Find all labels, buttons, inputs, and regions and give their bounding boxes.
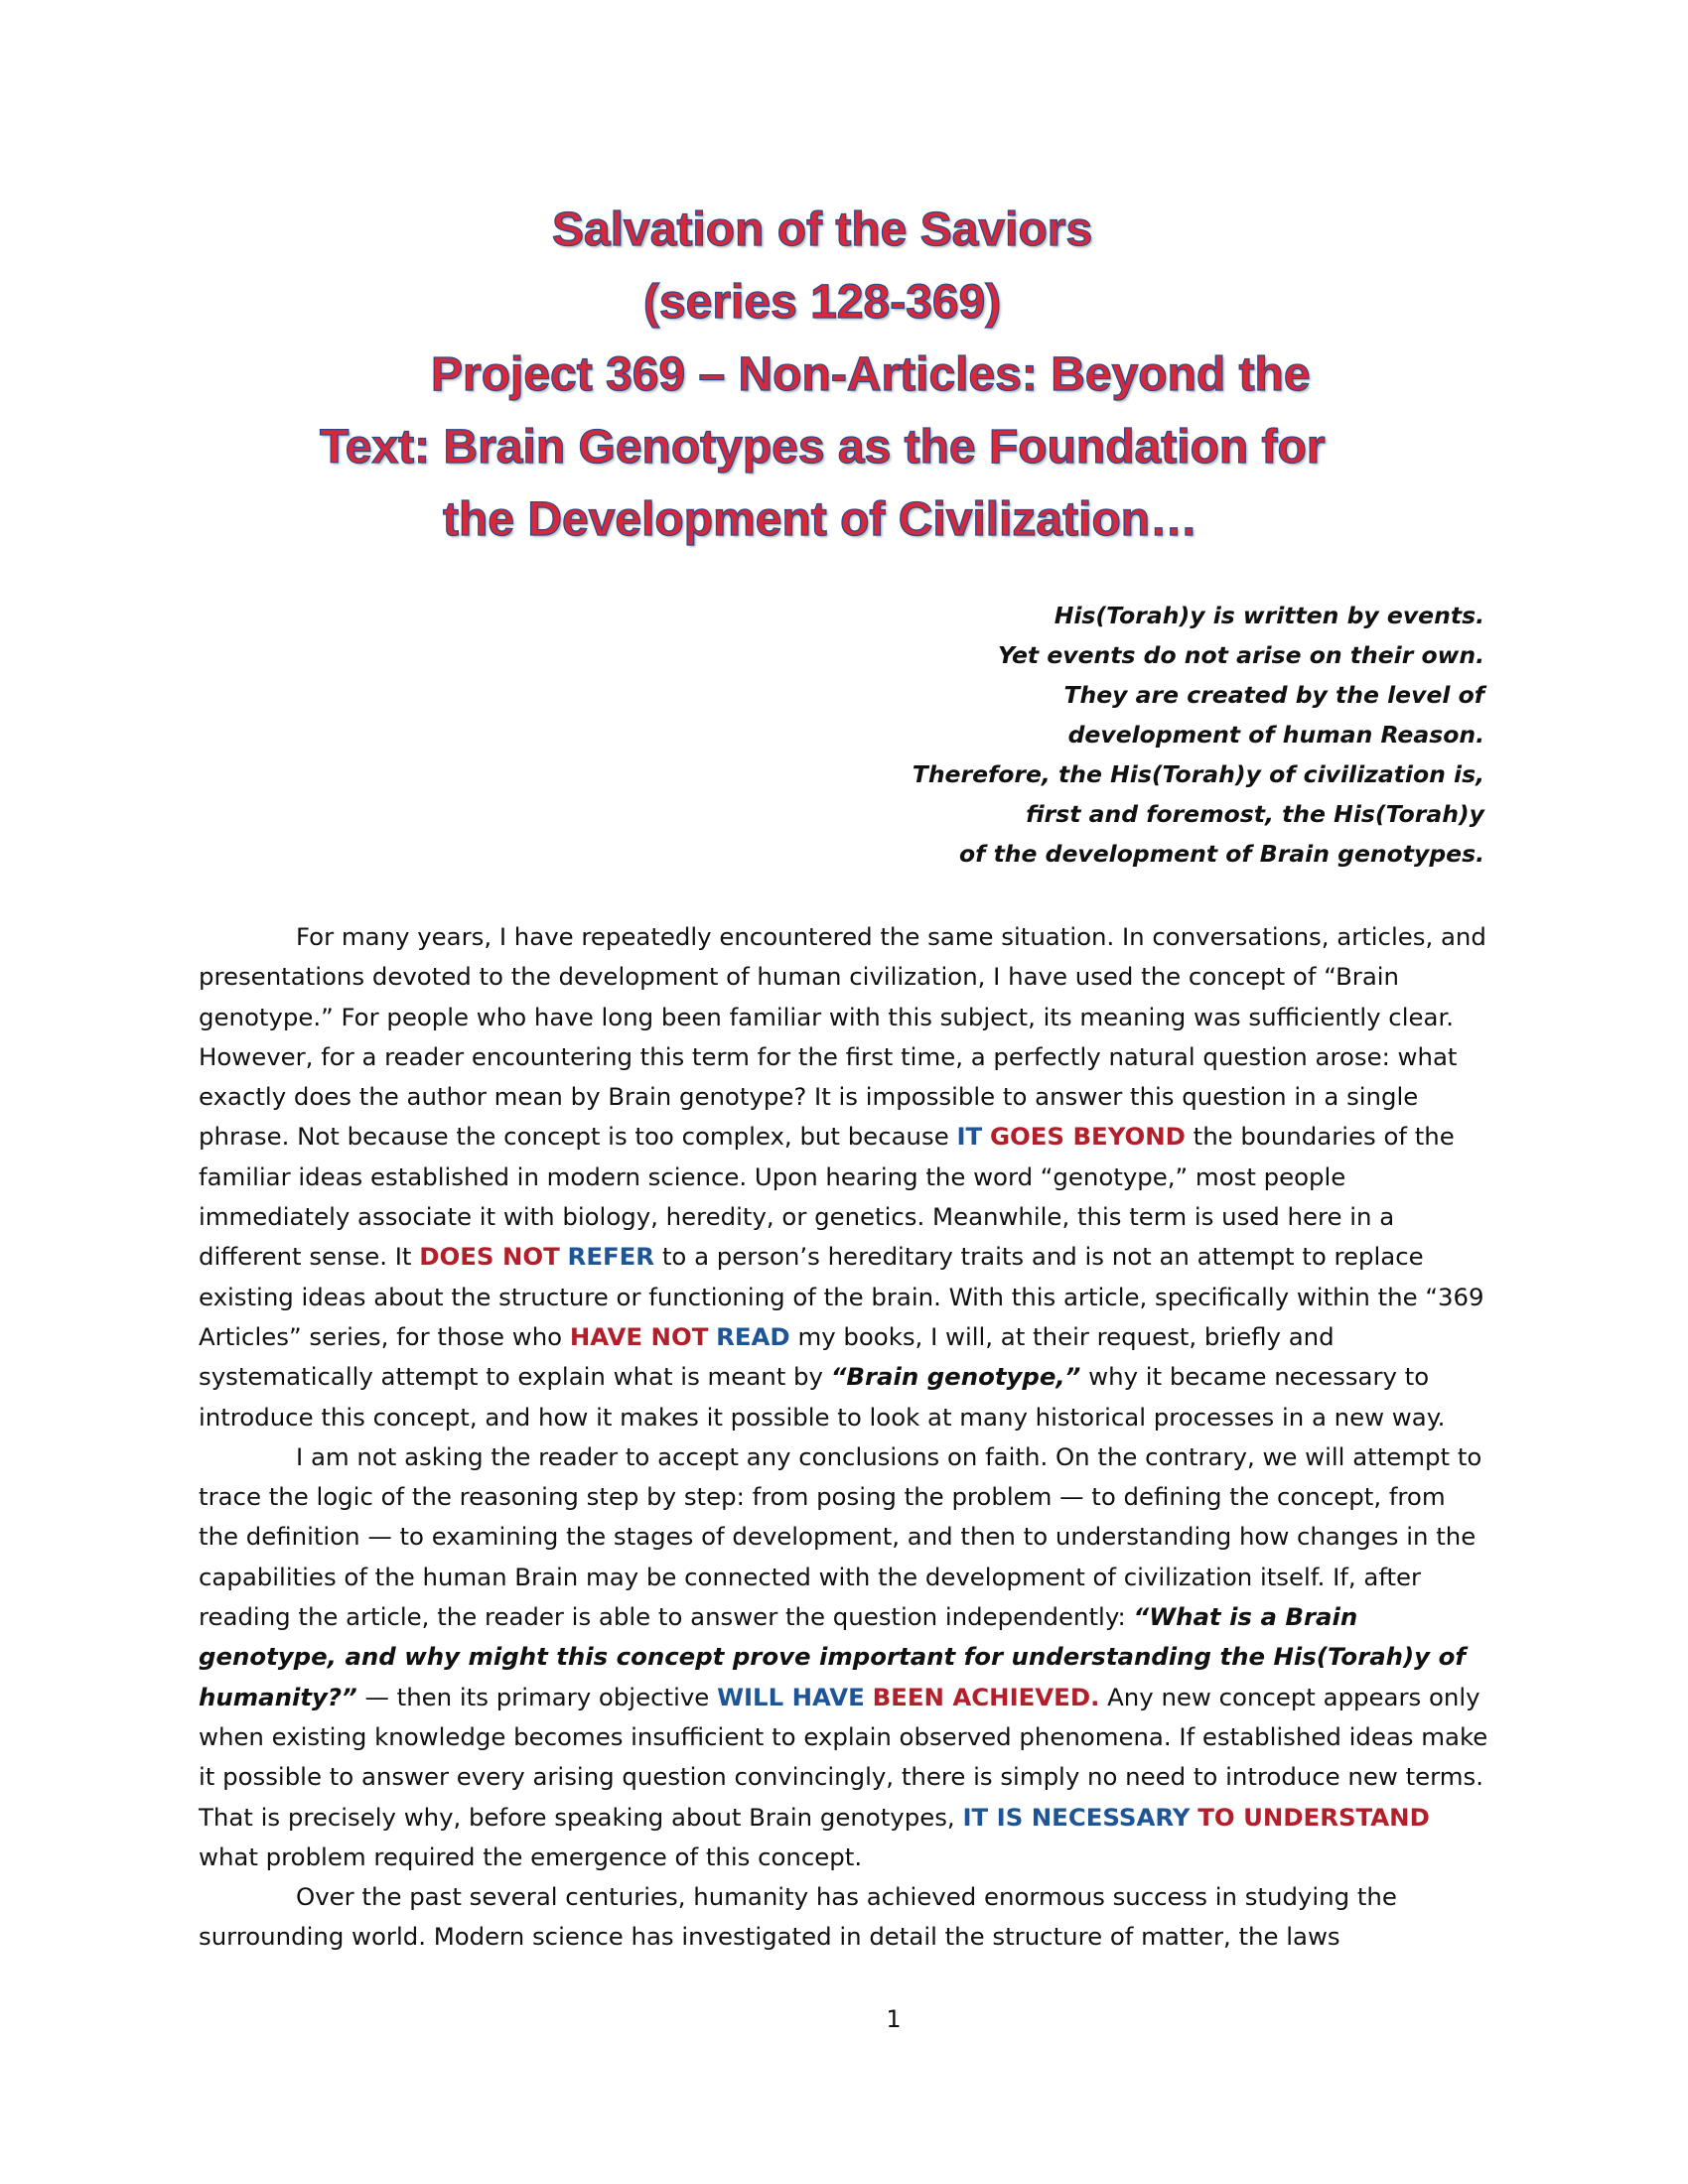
- title-line-5: the Development of Civilization…: [443, 493, 1198, 546]
- text-run: For many years, I have repeatedly encountered the same situation. In conversations, articles, and presentations devoted to the development of human civilization, I have used the concept of “Brain genotype.” For people who have long been familiar with this subject, its meaning was sufficiently clear. However, for a reader encountering this term for the first time, a perfectly natural question arose: what exactly does the author mean by Brain genotype? It is impossible to answer this question in a single phrase. Not because the concept is too complex, but because: [199, 922, 1486, 1152]
- text-run: I am not asking the reader to accept any conclusions on faith. On the contrary, we will attempt to trace the logic of the reasoning step by step: from posing the problem — to defining the concept, from the definition — to examining the stages of development, and then to understanding how changes in the capabilities of the human Brain may be connected with the development of civilization itself. If, after reading the article, the reader is able to answer the question independently:: [199, 1441, 1482, 1632]
- highlight-blue: READ: [716, 1321, 790, 1351]
- highlight-blue: IT: [956, 1122, 983, 1152]
- title-line-1: Salvation of the Saviors: [552, 204, 1093, 256]
- title-line-2: (series 128-369): [643, 276, 1002, 329]
- epigraph-line: Yet events do not arise on their own.: [997, 641, 1484, 669]
- text-run: my books, I will, at their request, briefly and systematically attempt to explain what is meant by: [199, 1321, 1335, 1392]
- text-run: the boundaries of the familiar ideas established in modern science. Upon hearing the word “genotype,” most people immediately associate it with biology, heredity, or genetics. Meanwhile, this term is used here in a different sense. It: [199, 1122, 1455, 1272]
- highlight-red: TO UNDERSTAND: [1197, 1802, 1430, 1832]
- page-number: 1: [886, 2005, 902, 2033]
- text-run: Over the past several centuries, humanity has achieved enormous success in studying the surrounding world. Modern science has investigated in detail the structure of matter, the laws: [199, 1882, 1397, 1952]
- epigraph-line: His(Torah)y is written by events.: [1054, 602, 1484, 629]
- body-text: [199, 917, 1489, 1958]
- paragraph-3: [199, 1877, 1489, 1958]
- text-run: — then its primary objective: [364, 1682, 710, 1711]
- epigraph: [854, 596, 1484, 874]
- emphasis-bold-italic: “What is a Brain genotype, and why might this concept prove important for understanding the His(Torah)y of humanity?”: [199, 1602, 1466, 1711]
- epigraph-line: development of human Reason.: [1067, 721, 1484, 749]
- epigraph-line: They are created by the level of: [1063, 681, 1484, 709]
- text-run: Any new concept appears only when existing knowledge becomes insufficient to explain observed phenomena. If established ideas make it possible to answer every arising question convincingly, there is simply no need to introduce new terms. That is precisely why, before speaking about Brain genotypes,: [199, 1682, 1488, 1832]
- epigraph-line: of the development of Brain genotypes.: [959, 840, 1484, 868]
- paragraph-2: [199, 1437, 1489, 1877]
- highlight-red: HAVE NOT: [569, 1321, 709, 1351]
- epigraph-line: first and foremost, the His(Torah)y: [1026, 800, 1484, 828]
- epigraph-line: Therefore, the His(Torah)y of civilization is,: [912, 760, 1484, 788]
- title-line-4: Text: Brain Genotypes as the Foundation for: [320, 421, 1326, 474]
- highlight-blue: IT IS NECESSARY: [962, 1802, 1191, 1832]
- paragraph-1: [199, 917, 1489, 1437]
- highlight-red: GOES BEYOND: [989, 1122, 1186, 1152]
- text-run: why it became necessary to introduce this concept, and how it makes it possible to look at many historical processes in a new way.: [199, 1362, 1446, 1432]
- highlight-blue: WILL HAVE: [717, 1682, 865, 1711]
- highlight-red: DOES NOT: [419, 1242, 560, 1272]
- title-line-3: Project 369 – Non-Articles: Beyond the: [431, 348, 1311, 401]
- highlight-blue: REFER: [567, 1242, 655, 1272]
- highlight-red: BEEN ACHIEVED.: [872, 1682, 1100, 1711]
- text-run: what problem required the emergence of this concept.: [199, 1842, 863, 1871]
- text-run: to a person’s hereditary traits and is not an attempt to replace existing ideas about the structure or functioning of the brain. With this article, specifically within the “369 Articles” series, for those who: [199, 1242, 1484, 1351]
- emphasis-bold-italic: “Brain genotype,”: [830, 1362, 1081, 1392]
